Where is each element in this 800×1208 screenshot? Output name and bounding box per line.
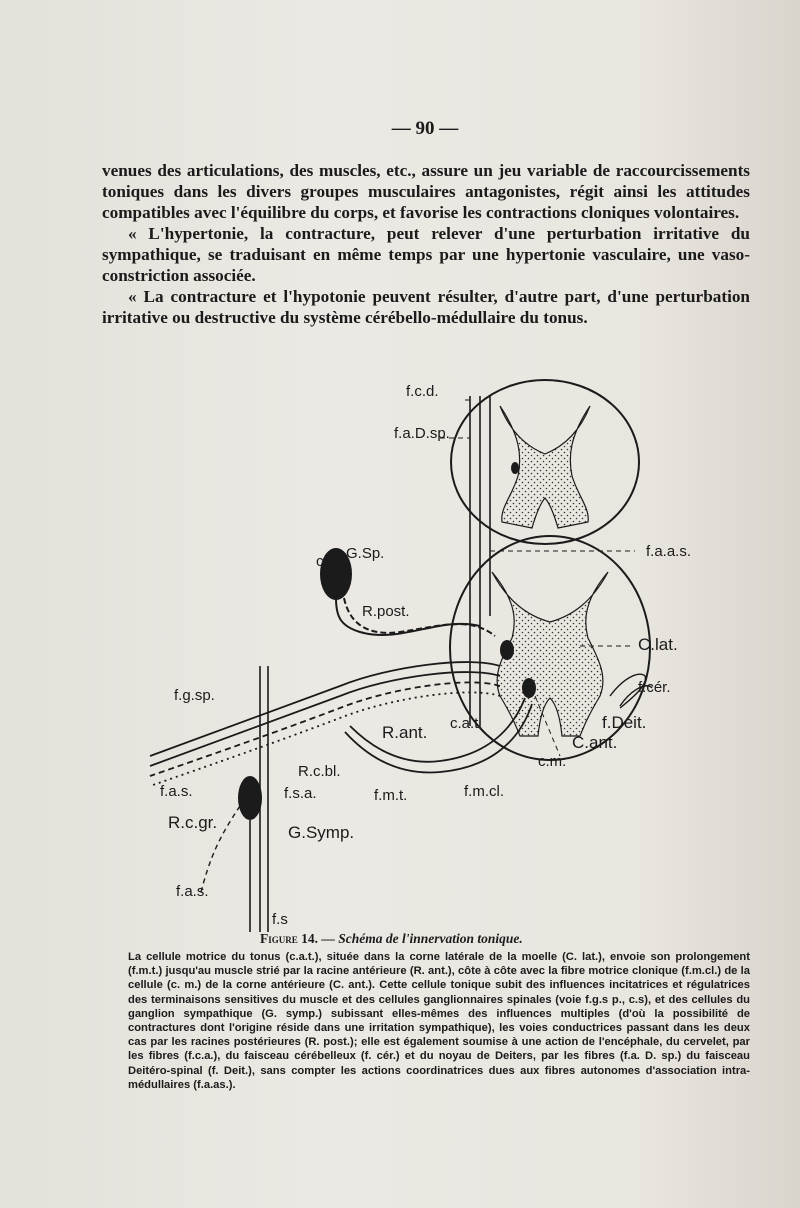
label-fmt: f.m.t.: [374, 787, 408, 804]
lateral-horn-cell: [500, 640, 514, 660]
label-cs: c.s: [316, 553, 336, 570]
label-gsp: G.Sp.: [346, 545, 385, 562]
sympathetic-ganglion: [200, 776, 262, 932]
figure-caption-title: [260, 931, 640, 947]
paragraph-2: « L'hypertonie, la contracture, peut relever d'une perturbation irritative du sympathique, se traduisant en même temps par une hypertonie vasculaire, une vaso-constriction associée.: [102, 224, 750, 285]
label-rant: R.ant.: [382, 723, 428, 742]
label-fcd: f.c.d.: [406, 383, 439, 400]
label-fas-2: f.a.s.: [176, 883, 209, 900]
label-fadsp: f.a.D.sp.: [394, 425, 450, 442]
label-fas-1: f.a.s.: [160, 783, 193, 800]
label-rcbl: R.c.bl.: [298, 763, 341, 780]
label-rcgr: R.c.gr.: [168, 813, 218, 832]
paragraph-1: venues des articulations, des muscles, etc., assure un jeu variable de raccourcissements toniques dans les divers groupes musculaires antagonistes, régit ainsi les attitudes compatibles avec l'équilibre du corps, et favorise les contractions cloniques volontaires.: [102, 161, 750, 222]
label-cat: c.a.t.: [450, 715, 483, 732]
label-cm: c.m.: [538, 753, 567, 770]
figure-label: Figure 14.: [260, 931, 319, 946]
label-clat: C.lat.: [638, 635, 678, 654]
label-fs: f.s: [272, 911, 288, 928]
vertical-tracts: [260, 396, 490, 932]
figure-title: — Schéma de l'innervation tonique.: [321, 931, 523, 946]
label-faas: f.a.a.s.: [646, 543, 692, 560]
figure-diagram: [140, 376, 772, 932]
label-fsa: f.s.a.: [284, 785, 317, 802]
paragraph-3: « La contracture et l'hypotonie peuvent résulter, d'autre part, d'une perturbation irritative ou destructive du système cérébello-médullaire du tonus.: [102, 287, 750, 327]
page-number: — 90 —: [391, 118, 459, 139]
label-fcer: f.cér.: [638, 679, 671, 696]
label-cant: C.ant.: [572, 733, 618, 752]
label-gsymp: G.Symp.: [288, 823, 355, 842]
label-fdeit: f.Deit.: [602, 713, 647, 732]
figure-caption-text: La cellule motrice du tonus (c.a.t.), située dans la corne latérale de la moelle (C. lat.), envoie son prolongement (f.m.t.) jusqu'au muscle strié par la racine antérieure (R. ant.), côte à côte avec la fibre motrice clonique (f.m.cl.) de la cellule (c. m.) de la corne antérieure (C. ant.). Cette cellule tonique subit des influences incitatrices et régulatrices des terminaisons sensitives du muscle et des cellules ganglionnaires spinales (voie f.g.s p., c.s), et des cellules du ganglion sympathique (G. symp.) subissant elles-mêmes des influences multiples (d'où la possibilité de contractures dont l'origine réside dans une irritation sympathique), les voies conductrices passant dans les deux cas par les racines postérieures (R. post.); elle est également soumise à une action de l'encéphale, du cervelet, par les fibres (f.c.a.), du faisceau cérébelleux (f. cér.) et du noyau de Deiters, par les fibres (f.a. D. sp.) du faisceau Deitéro-spinal (f. Deit.), sans compter les actions coordinatrices dues aux fibres autonomes d'association intra-médullaires (f.a.as.).: [128, 951, 750, 1091]
body-text: [102, 160, 750, 328]
label-fgsp: f.g.sp.: [174, 687, 215, 704]
anterior-horn-cell: [522, 678, 536, 698]
label-fmcl: f.m.cl.: [464, 783, 504, 800]
label-rpost: R.post.: [362, 603, 410, 620]
innervation-schema: [140, 376, 772, 932]
